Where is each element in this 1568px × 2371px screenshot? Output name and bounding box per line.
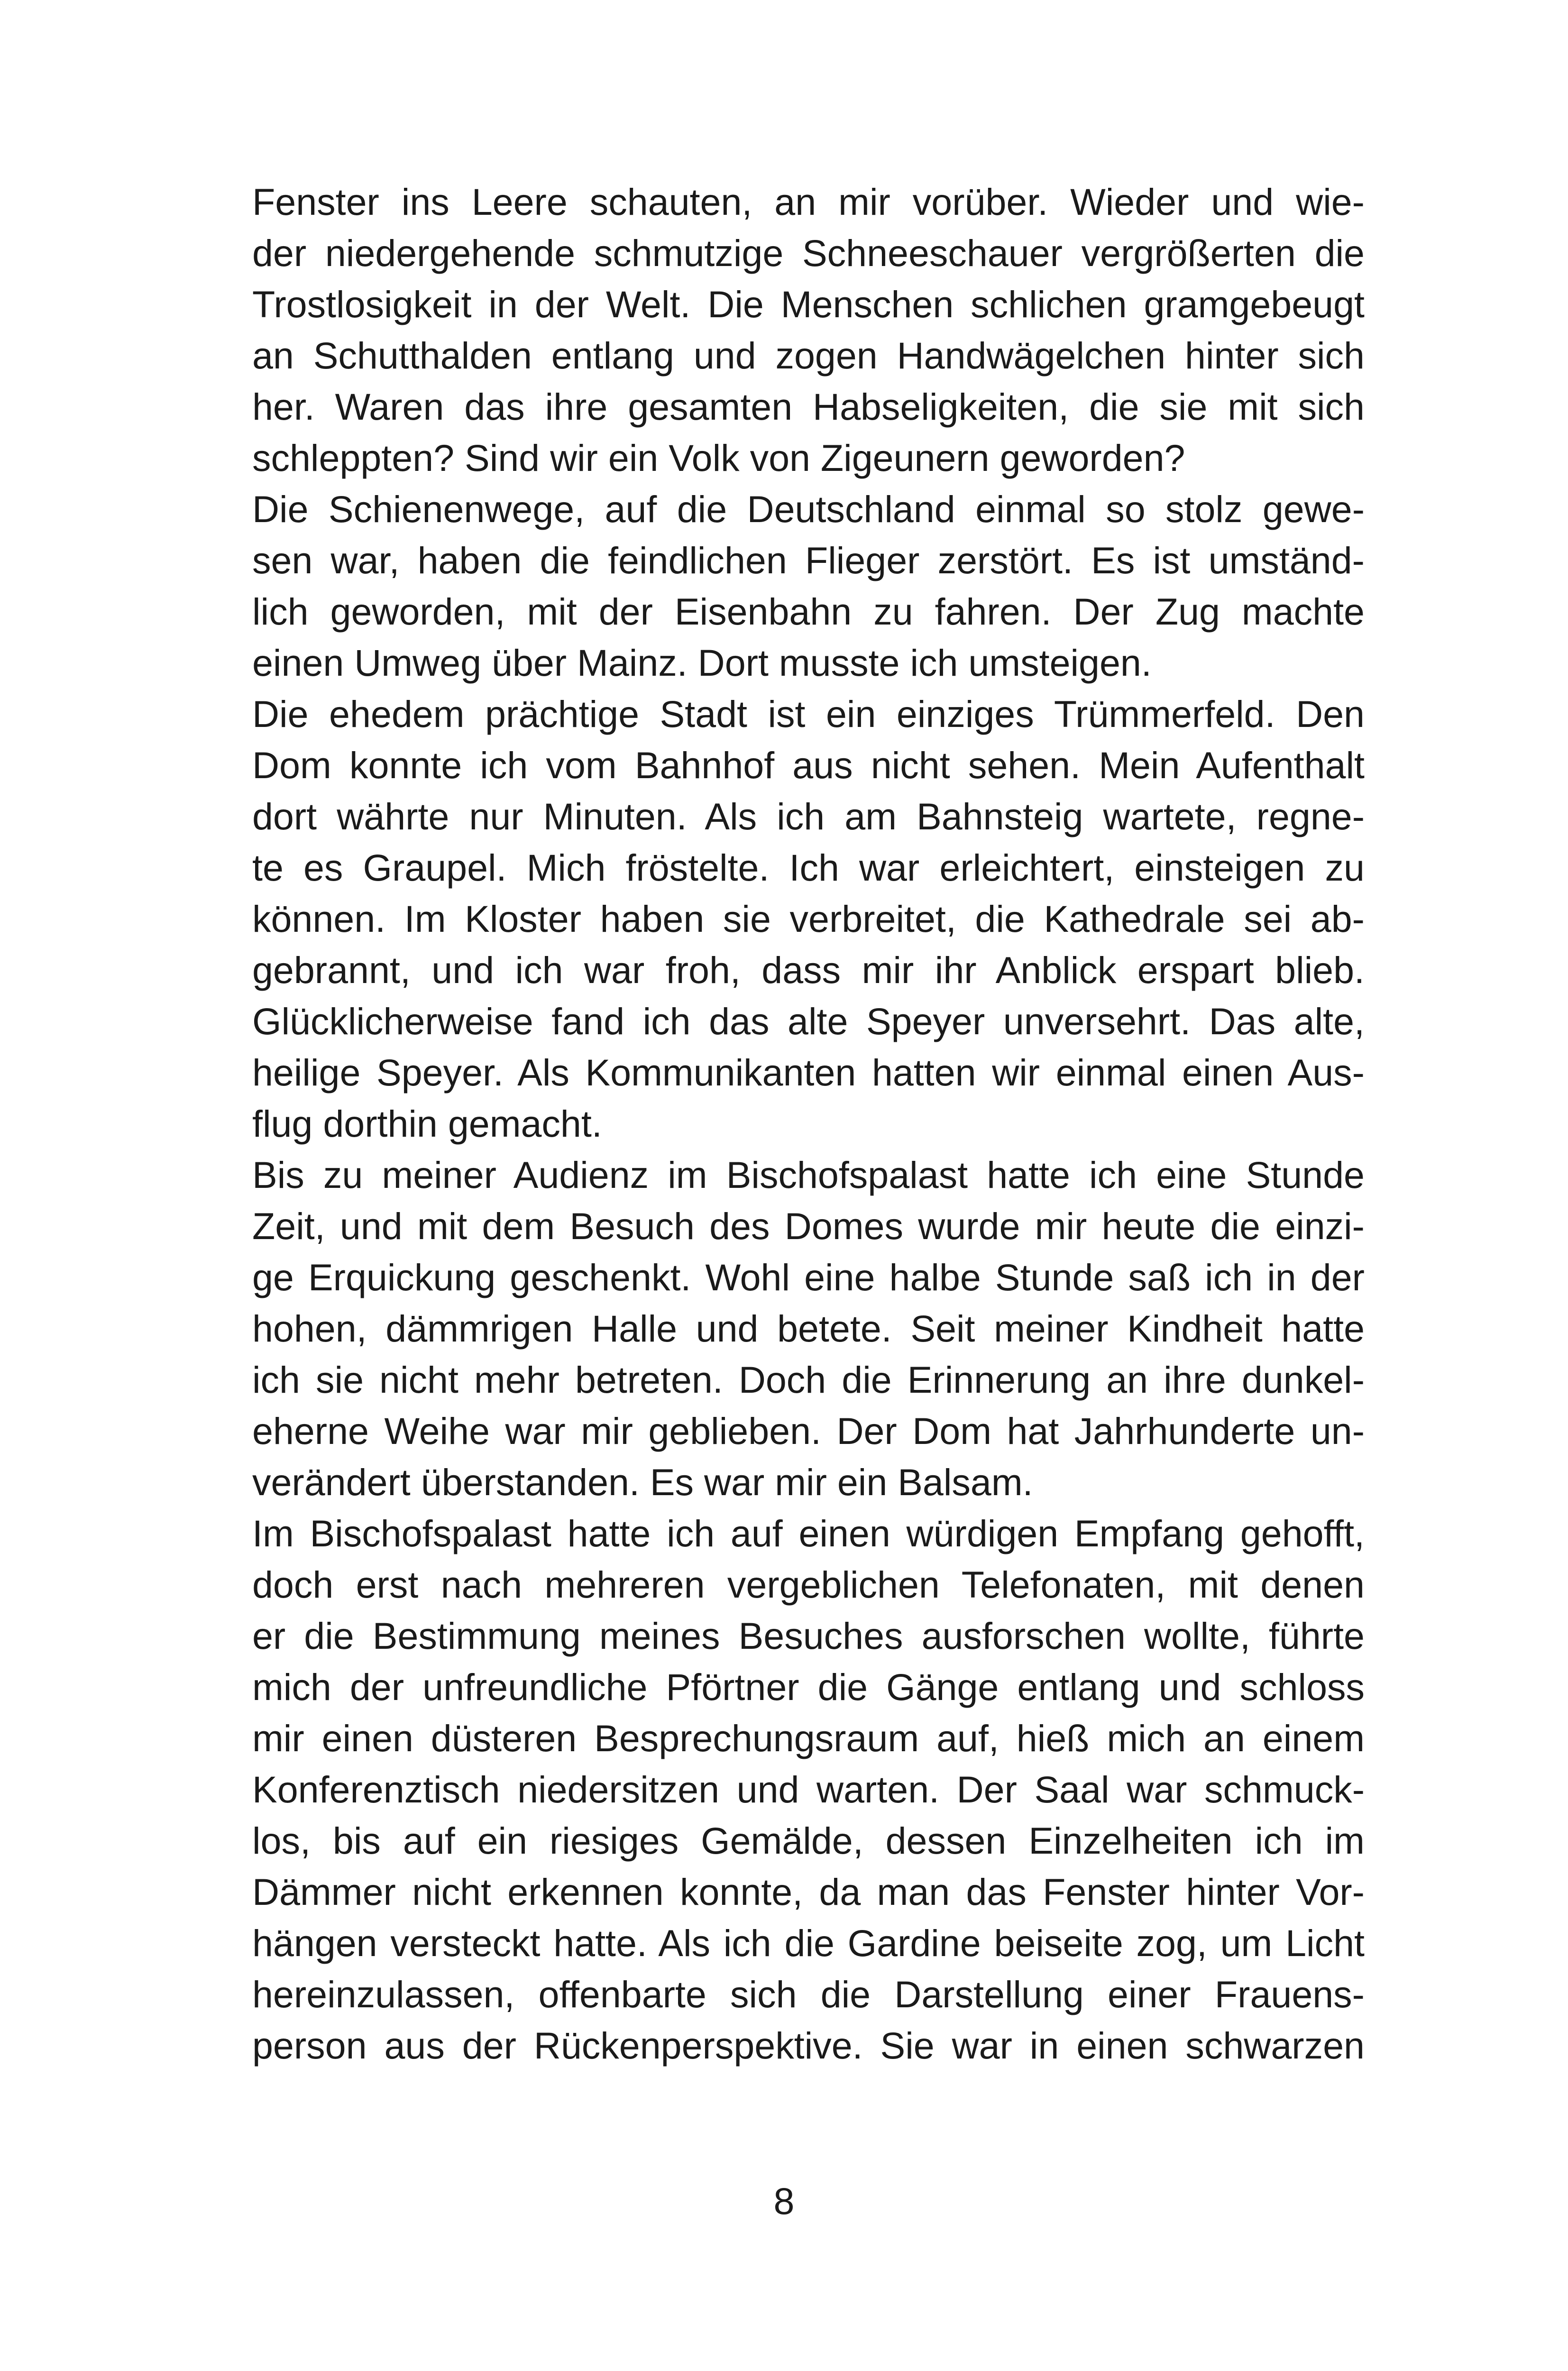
text-line: Trostlosigkeit in der Welt. Die Menschen schlichen gramgebeugt xyxy=(252,283,1365,325)
text-line: Fenster ins Leere schauten, an mir vorüber. Wieder und wie- xyxy=(252,181,1365,223)
text-line: flug dorthin gemacht. xyxy=(252,1103,602,1145)
text-line: einen Umweg über Mainz. Dort musste ich umsteigen. xyxy=(252,642,1152,684)
text-line: Bis zu meiner Audienz im Bischofspalast hatte ich eine Stunde xyxy=(252,1154,1365,1196)
text-line: hängen versteckt hatte. Als ich die Gardine beiseite zog, um Licht xyxy=(252,1922,1365,1964)
text-line: Im Bischofspalast hatte ich auf einen würdigen Empfang gehofft, xyxy=(252,1512,1365,1554)
text-line: eherne Weihe war mir geblieben. Der Dom hat Jahrhunderte un- xyxy=(252,1410,1365,1452)
text-line: her. Waren das ihre gesamten Habseligkeiten, die sie mit sich xyxy=(252,386,1365,428)
text-line: hereinzulassen, offenbarte sich die Darstellung einer Frauens- xyxy=(252,1973,1365,2015)
text-line: ich sie nicht mehr betreten. Doch die Erinnerung an ihre dunkel- xyxy=(252,1359,1365,1401)
text-line: Die Schienenwege, auf die Deutschland einmal so stolz gewe- xyxy=(252,488,1365,530)
text-line: dort währte nur Minuten. Als ich am Bahnsteig wartete, regne- xyxy=(252,795,1365,837)
text-line: Dom konnte ich vom Bahnhof aus nicht sehen. Mein Aufenthalt xyxy=(252,744,1365,786)
text-line: person aus der Rückenperspektive. Sie war in einen schwarzen xyxy=(252,2024,1365,2067)
text-line: Konferenztisch niedersitzen und warten. Der Saal war schmuck- xyxy=(252,1768,1365,1810)
text-line: lich geworden, mit der Eisenbahn zu fahren. Der Zug machte xyxy=(252,590,1365,633)
text-line: an Schutthalden entlang und zogen Handwägelchen hinter sich xyxy=(252,334,1365,377)
text-line: Dämmer nicht erkennen konnte, da man das Fenster hinter Vor- xyxy=(252,1871,1365,1913)
text-line: ge Erquickung geschenkt. Wohl eine halbe Stunde saß ich in der xyxy=(252,1256,1365,1298)
text-line: sen war, haben die feindlichen Flieger zerstört. Es ist umständ- xyxy=(252,539,1365,581)
text-line: verändert überstanden. Es war mir ein Balsam. xyxy=(252,1461,1033,1503)
text-line: los, bis auf ein riesiges Gemälde, dessen Einzelheiten ich im xyxy=(252,1820,1365,1862)
page-body-text xyxy=(252,176,1365,2071)
text-line: gebrannt, und ich war froh, dass mir ihr Anblick erspart blieb. xyxy=(252,949,1365,991)
text-line: können. Im Kloster haben sie verbreitet, die Kathedrale sei ab- xyxy=(252,898,1365,940)
page-number: 8 xyxy=(773,2180,795,2222)
text-line: er die Bestimmung meines Besuches ausforschen wollte, führte xyxy=(252,1615,1365,1657)
text-line: schleppten? Sind wir ein Volk von Zigeunern geworden? xyxy=(252,437,1185,479)
text-line: doch erst nach mehreren vergeblichen Telefonaten, mit denen xyxy=(252,1563,1365,1606)
text-line: te es Graupel. Mich fröstelte. Ich war erleichtert, einsteigen zu xyxy=(252,846,1365,889)
text-line: der niedergehende schmutzige Schneeschauer vergrößerten die xyxy=(252,232,1365,274)
text-line: Zeit, und mit dem Besuch des Domes wurde mir heute die einzi- xyxy=(252,1205,1365,1247)
text-line: Die ehedem prächtige Stadt ist ein einziges Trümmerfeld. Den xyxy=(252,693,1365,735)
text-line: heilige Speyer. Als Kommunikanten hatten wir einmal einen Aus- xyxy=(252,1051,1365,1094)
text-line: mir einen düsteren Besprechungsraum auf, hieß mich an einem xyxy=(252,1717,1365,1759)
text-line: hohen, dämmrigen Halle und betete. Seit meiner Kindheit hatte xyxy=(252,1307,1365,1350)
text-line: mich der unfreundliche Pförtner die Gänge entlang und schloss xyxy=(252,1666,1365,1708)
text-line: Glücklicherweise fand ich das alte Speyer unversehrt. Das alte, xyxy=(252,1000,1365,1042)
